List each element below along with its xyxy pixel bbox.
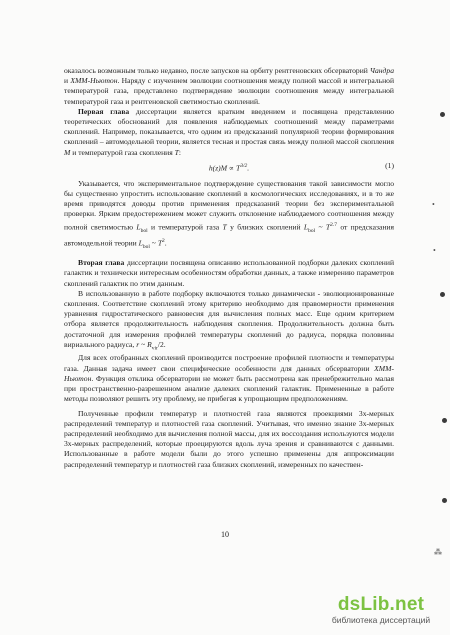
equation-expression: $h(z)M \propto T^{3/2}$. xyxy=(208,162,250,173)
page-number: 10 xyxy=(221,530,229,539)
scan-hole-mark xyxy=(442,418,447,423)
paragraph-1: оказалось возможным только недавно, после запусков на орбиту рентгеновских обсерваторий Чандра и ХММ-Ньютон. Наряду с изучением эволюции соотношения между полной массой и интегральной температурой газа, представлено подтверждение эволюции соотношения между интегральной температурой газа и рентгеновской светимостью скоплений. xyxy=(64,66,395,106)
watermark xyxy=(326,595,436,625)
scan-hole-mark xyxy=(440,112,445,117)
scan-hole-mark xyxy=(440,292,445,297)
equation-number: (1) xyxy=(385,160,394,170)
paragraph-4: Вторая глава диссертации посвящена описанию использованной подборки далеких скоплений галактик и технически интересным особенностям обработки данных, а также измерению параметров скоплений галактик по этим данным. xyxy=(64,258,395,288)
body-text xyxy=(64,66,394,470)
paragraph-2: Первая глава диссертации является кратким введением и посвящена представлению теоретических обоснований для появления наблюдаемых соотношений между параметрами скоплений. Например, показывается, что одним из предсказаний популярной теории формирования скоплений – автомодельной теории, является тесная и простая связь между полной массой скопления M и температурой газа скопления T: xyxy=(64,106,394,157)
margin-speck: ⁂ xyxy=(434,548,442,557)
equation-1 xyxy=(64,161,394,175)
watermark-subtitle: библиотека диссертаций xyxy=(331,615,431,625)
margin-speck: • xyxy=(432,200,435,209)
paragraph-6: Для всех отобранных скоплений производится построение профилей плотности и температуры газа. Данная задача имеет свои специфические особенности для данных обсерватории ХММ-Ньютон. Функция отклика обсерватории не может быть рассмотрена как пренебрежительно малая при пространственно-разрешенном анализе далеких скоплений галактик. Примененные в работе методы позволяют решить эту проблему, не прибегая к упрощающим предположениям. xyxy=(64,353,394,404)
margin-speck: • xyxy=(433,246,436,255)
scan-hole-mark xyxy=(442,498,447,503)
paragraph-7: Полученные профили температур и плотностей газа являются проекциями 3х-мерных распределений температур и плотностей газа скоплений. Учитывая, что именно знание 3х-мерных распределений необходимо для вычисления полной массы, для их воссоздания используются модели 3х-мерных распределений, которые проецируются вдоль луча зрения и сравниваются с данными. Использованные в работе модели были до этого успешно применены для аппроксимации распределений температур и плотностей газа близких скоплений, измеренных по качествен- xyxy=(64,408,394,469)
paragraph-5: В использованную в работе подборку включаются только динамически - эволюционированные скопления. Соответствие скоплений этому критерию необходимо для правомерности применения уравнения гидростатического равновесия для вычисления полных масс. Еще одним критерием отбора является продолжительность наблюдения скопления. Продолжительность должна быть достаточной для измерения профилей температуры скоплений до радиуса, порядка половины вириального радиуса, r ~ $R_{vir}/2$. xyxy=(64,288,394,352)
watermark-logo: dsLib.net xyxy=(337,594,425,615)
paragraph-3: Указывается, что экспериментальное подтверждение существования такой зависимости могло бы существенно упростить использование скоплений в космологических исследованиях, и в то же время приводятся доводы против применения предсказаний теории без экспериментальной проверки. Ярким предостережением может служить отклонение наблюдаемого соотношения между полной светимостью $L_{bol}$ и температурой газа T у близких скоплений $L_{bol}$ ~ $T^{2.7}$ от предсказания автомодельной теории $L_{bol}$ ~ $T^2$. xyxy=(64,178,394,250)
